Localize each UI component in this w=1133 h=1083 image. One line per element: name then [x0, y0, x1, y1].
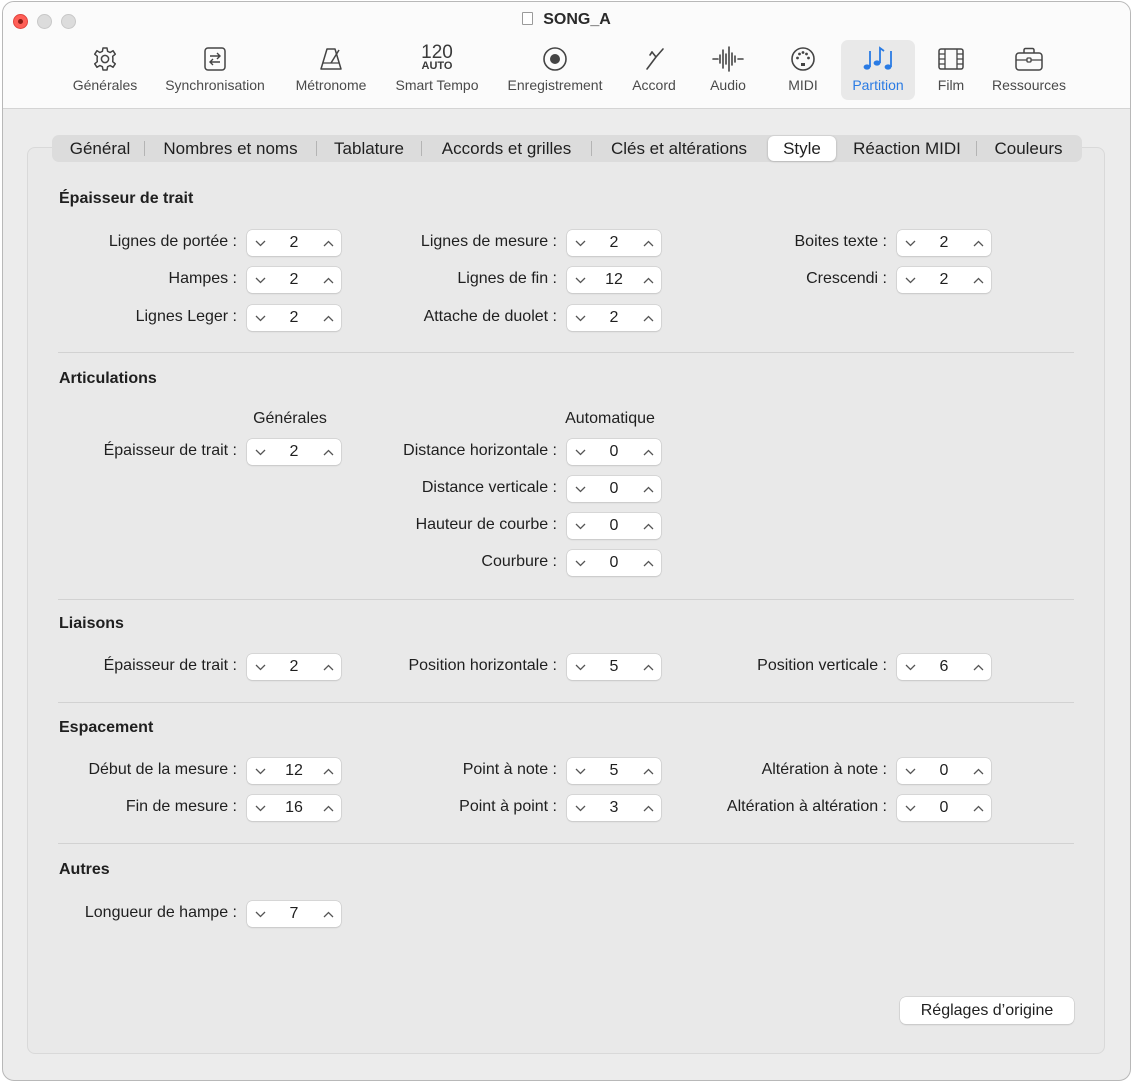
articulation-epaisseur-stepper[interactable]: 2: [247, 439, 341, 465]
divider: [58, 352, 1074, 353]
chevron-up-icon[interactable]: [317, 758, 339, 784]
point-point-stepper[interactable]: 3: [567, 795, 661, 821]
section-title-liaisons: Liaisons: [59, 615, 124, 632]
chevron-down-icon[interactable]: [569, 550, 591, 576]
section-title-epaisseur: Épaisseur de trait: [59, 190, 194, 207]
field-label: Courbure :: [481, 553, 557, 570]
chevron-up-icon[interactable]: [637, 230, 659, 256]
tab-cles-et-alterations[interactable]: Clés et altérations: [610, 139, 748, 158]
sync-icon: [203, 46, 227, 72]
toolbar: [3, 2, 1130, 109]
field-label: Hampes :: [168, 270, 237, 287]
tab-style[interactable]: Style: [768, 136, 836, 161]
chevron-up-icon[interactable]: [637, 476, 659, 502]
chevron-down-icon[interactable]: [569, 654, 591, 680]
toolbar-item-audio[interactable]: Audio: [700, 40, 756, 100]
chevron-down-icon[interactable]: [249, 439, 271, 465]
chevron-up-icon[interactable]: [637, 439, 659, 465]
metronome-icon: [318, 46, 344, 72]
section-title-articulations: Articulations: [59, 370, 157, 387]
field-label: Longueur de hampe :: [84, 904, 237, 921]
lignes-fin-stepper[interactable]: 12: [567, 267, 661, 293]
position-horizontale-stepper[interactable]: 5: [567, 654, 661, 680]
tab-tablature[interactable]: Tablature: [334, 139, 404, 158]
boites-texte-stepper[interactable]: 2: [897, 230, 991, 256]
field-label: Attache de duolet :: [423, 308, 557, 325]
chevron-up-icon[interactable]: [637, 267, 659, 293]
chevron-up-icon[interactable]: [317, 305, 339, 331]
chevron-down-icon[interactable]: [569, 439, 591, 465]
tempo-icon: 120 AUTO: [421, 42, 453, 72]
briefcase-icon: [1014, 46, 1044, 72]
chevron-up-icon[interactable]: [317, 230, 339, 256]
chevron-up-icon[interactable]: [637, 513, 659, 539]
lignes-portee-stepper[interactable]: 2: [247, 230, 341, 256]
chevron-up-icon[interactable]: [317, 267, 339, 293]
chevron-up-icon[interactable]: [967, 758, 989, 784]
toolbar-item-ressources[interactable]: Ressources: [985, 40, 1073, 100]
courbure-stepper[interactable]: 0: [567, 550, 661, 576]
field-label: Distance verticale :: [421, 479, 557, 496]
toolbar-item-synchronisation[interactable]: Synchronisation: [157, 40, 273, 100]
film-icon: [937, 46, 965, 72]
tab-nombres-et-noms[interactable]: Nombres et noms: [163, 139, 298, 158]
toolbar-item-smart-tempo[interactable]: 120 AUTO Smart Tempo: [387, 40, 487, 100]
notes-icon: [862, 46, 894, 72]
chevron-down-icon[interactable]: [249, 267, 271, 293]
section-title-autres: Autres: [59, 861, 110, 878]
field-label: Lignes de fin :: [457, 270, 557, 287]
liaison-epaisseur-stepper[interactable]: 2: [247, 654, 341, 680]
chevron-down-icon[interactable]: [899, 795, 921, 821]
distance-verticale-stepper[interactable]: 0: [567, 476, 661, 502]
fin-mesure-stepper[interactable]: 16: [247, 795, 341, 821]
field-label: Point à note :: [462, 761, 557, 778]
crescendi-stepper[interactable]: 2: [897, 267, 991, 293]
alteration-alteration-stepper[interactable]: 0: [897, 795, 991, 821]
divider: [58, 702, 1074, 703]
toolbar-item-partition[interactable]: Partition: [841, 40, 915, 100]
chevron-down-icon[interactable]: [569, 758, 591, 784]
gear-icon: [92, 46, 118, 72]
debut-mesure-stepper[interactable]: 12: [247, 758, 341, 784]
chevron-up-icon[interactable]: [637, 758, 659, 784]
chevron-up-icon[interactable]: [967, 267, 989, 293]
toolbar-item-enregistrement[interactable]: Enregistrement: [500, 40, 610, 100]
tab-accords-et-grilles[interactable]: Accords et grilles: [441, 139, 572, 158]
column-header-generales: Générales: [253, 410, 327, 427]
field-label: Position horizontale :: [408, 657, 557, 674]
toolbar-item-accord[interactable]: Accord: [623, 40, 685, 100]
chevron-up-icon[interactable]: [317, 439, 339, 465]
toolbar-item-midi[interactable]: MIDI: [773, 40, 833, 100]
section-title-espacement: Espacement: [59, 719, 154, 736]
longueur-hampe-stepper[interactable]: 7: [247, 901, 341, 927]
chevron-down-icon[interactable]: [899, 267, 921, 293]
hauteur-courbe-stepper[interactable]: 0: [567, 513, 661, 539]
tab-bar: [52, 135, 1082, 162]
chevron-up-icon[interactable]: [637, 305, 659, 331]
hampes-stepper[interactable]: 2: [247, 267, 341, 293]
chevron-down-icon[interactable]: [249, 795, 271, 821]
chevron-down-icon[interactable]: [569, 267, 591, 293]
chevron-down-icon[interactable]: [569, 230, 591, 256]
midi-port-icon: [790, 46, 816, 72]
chevron-down-icon[interactable]: [249, 901, 271, 927]
toolbar-item-film[interactable]: Film: [925, 40, 977, 100]
chevron-up-icon[interactable]: [967, 230, 989, 256]
alteration-note-stepper[interactable]: 0: [897, 758, 991, 784]
distance-horizontale-stepper[interactable]: 0: [567, 439, 661, 465]
field-label: Épaisseur de trait :: [103, 657, 237, 674]
divider: [58, 599, 1074, 600]
lignes-leger-stepper[interactable]: 2: [247, 305, 341, 331]
chevron-up-icon[interactable]: [967, 795, 989, 821]
tab-reaction-midi[interactable]: Réaction MIDI: [853, 139, 961, 158]
chevron-up-icon[interactable]: [317, 901, 339, 927]
document-icon: [522, 12, 533, 25]
tab-couleurs[interactable]: Couleurs: [994, 139, 1063, 158]
position-verticale-stepper[interactable]: 6: [897, 654, 991, 680]
field-label: Crescendi :: [806, 270, 887, 287]
tuning-fork-icon: [641, 46, 667, 72]
field-label: Lignes de portée :: [108, 233, 237, 250]
chevron-down-icon[interactable]: [249, 654, 271, 680]
waveform-icon: [712, 46, 744, 72]
window-title: SONG_A: [3, 11, 1130, 29]
attache-duolet-stepper[interactable]: 2: [567, 305, 661, 331]
toolbar-item-generales[interactable]: Générales: [67, 40, 143, 100]
field-label: Début de la mesure :: [88, 761, 237, 778]
field-label: Lignes de mesure :: [420, 233, 557, 250]
chevron-down-icon[interactable]: [249, 758, 271, 784]
chevron-down-icon[interactable]: [899, 230, 921, 256]
field-label: Altération à altération :: [726, 798, 887, 815]
chevron-down-icon[interactable]: [569, 795, 591, 821]
chevron-down-icon[interactable]: [249, 305, 271, 331]
point-note-stepper[interactable]: 5: [567, 758, 661, 784]
field-label: Altération à note :: [761, 761, 887, 778]
record-icon: [542, 46, 568, 72]
field-label: Distance horizontale :: [403, 442, 557, 459]
field-label: Position verticale :: [757, 657, 887, 674]
chevron-down-icon[interactable]: [569, 513, 591, 539]
chevron-up-icon[interactable]: [317, 654, 339, 680]
chevron-up-icon[interactable]: [637, 550, 659, 576]
field-label: Fin de mesure :: [125, 798, 237, 815]
column-header-automatique: Automatique: [565, 410, 655, 427]
field-label: Boites texte :: [794, 233, 887, 250]
chevron-up-icon[interactable]: [967, 654, 989, 680]
field-label: Hauteur de courbe :: [415, 516, 557, 533]
chevron-up-icon[interactable]: [637, 654, 659, 680]
chevron-down-icon[interactable]: [249, 230, 271, 256]
chevron-down-icon[interactable]: [899, 654, 921, 680]
toolbar-item-metronome[interactable]: Métronome: [287, 40, 375, 100]
field-label: Point à point :: [459, 798, 557, 815]
chevron-up-icon[interactable]: [637, 795, 659, 821]
chevron-down-icon[interactable]: [569, 305, 591, 331]
field-label: Épaisseur de trait :: [103, 442, 237, 459]
chevron-down-icon[interactable]: [899, 758, 921, 784]
chevron-up-icon[interactable]: [317, 795, 339, 821]
tab-general[interactable]: Général: [69, 139, 131, 158]
chevron-down-icon[interactable]: [569, 476, 591, 502]
lignes-mesure-stepper[interactable]: 2: [567, 230, 661, 256]
divider: [58, 843, 1074, 844]
reset-defaults-button[interactable]: Réglages d’origine: [900, 997, 1074, 1024]
field-label: Lignes Leger :: [135, 308, 237, 325]
